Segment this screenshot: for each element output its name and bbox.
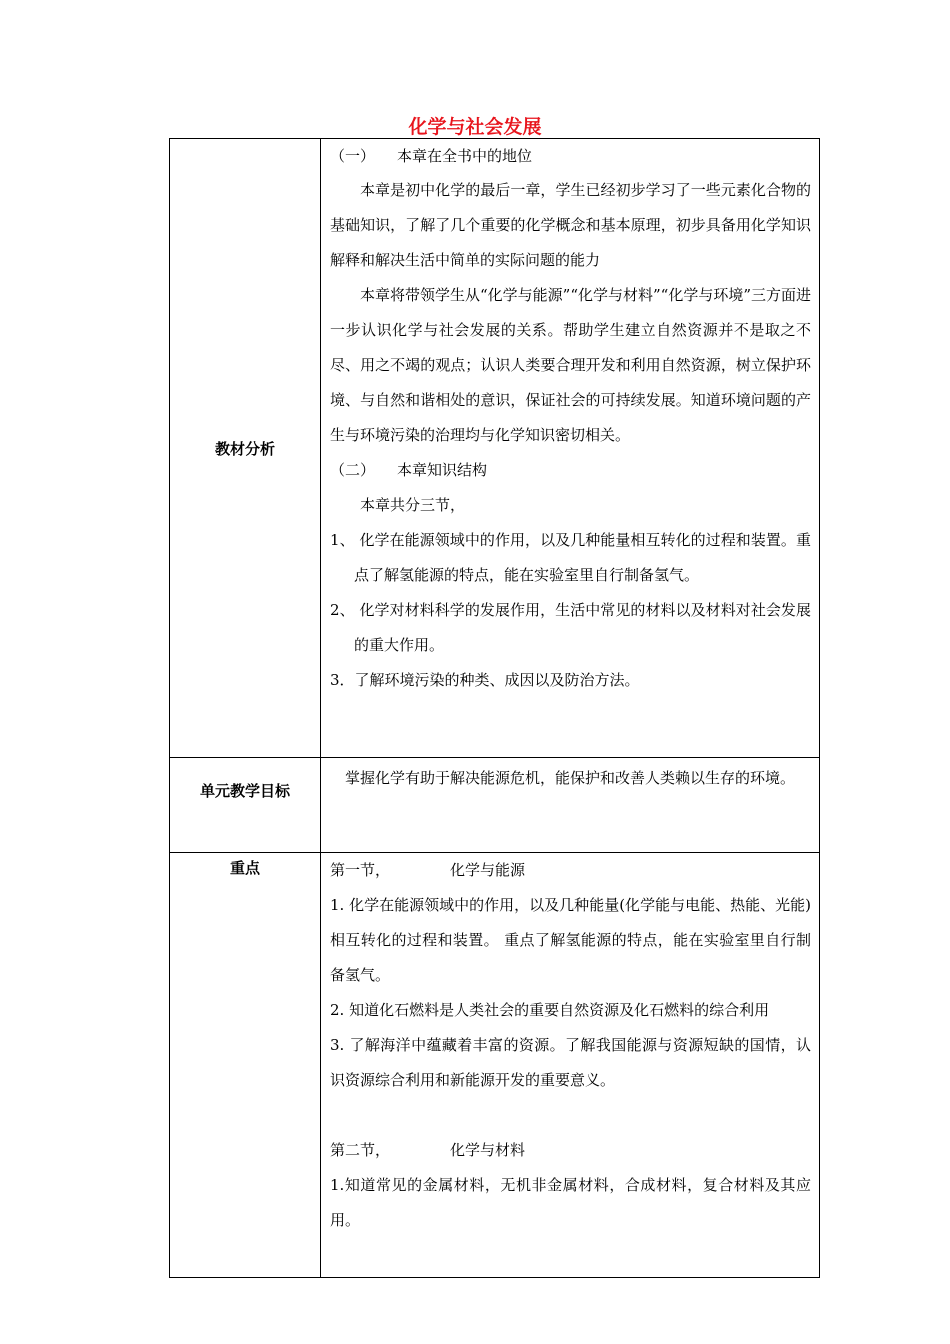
table-row	[170, 758, 820, 853]
section-title: 本章在全书中的地位	[397, 147, 533, 165]
paragraph: 本章将带领学生从“化学与能源”“化学与材料”“化学与环境”三方面进一步认识化学与社会发展的关系。帮助学生建立自然资源并不是取之不尽、用之不竭的观点；认识人类要合理开发和利用自然资源，树立保护环境、与自然和谐相处的意识，保证社会的可持续发展。知道环境问题的产生与环境污染的治理均与化学知识密切相关。	[330, 286, 812, 444]
goal-text: 掌握化学有助于解决能源危机，能保护和改善人类赖以生存的环境。	[345, 769, 796, 787]
section-heading	[321, 453, 819, 488]
structure-list	[321, 523, 819, 698]
section-heading	[321, 139, 819, 167]
section-heading	[321, 1133, 819, 1168]
table-row	[170, 139, 820, 758]
row-label-key: 重点	[170, 853, 321, 1278]
section-number: （一）	[330, 147, 376, 165]
list-item: 1、 化学在能源领域中的作用，以及几种能量相互转化的过程和装置。重点了解氢能源的特点，能在实验室里自行制备氢气。	[330, 531, 811, 584]
row-label-goal: 单元教学目标	[170, 758, 321, 853]
spacer	[321, 1098, 819, 1133]
section-number: 第一节，	[330, 861, 391, 879]
list-item: 1. 化学在能源领域中的作用，以及几种能量(化学能与电能、热能、光能)相互转化的过程和装置。 重点了解氢能源的特点，能在实验室里自行制备氢气。	[330, 896, 811, 984]
section-title: 本章知识结构	[397, 461, 488, 479]
section-number: 第二节，	[330, 1141, 391, 1159]
section-title: 化学与能源	[450, 861, 526, 879]
paragraph: 本章共分三节，	[360, 496, 466, 514]
section-title: 化学与材料	[450, 1141, 526, 1159]
list-item: 2. 知道化石燃料是人类社会的重要自然资源及化石燃料的综合利用	[330, 1001, 770, 1019]
row-label-analysis: 教材分析	[170, 139, 321, 758]
key-content	[321, 853, 820, 1278]
goal-content	[321, 758, 820, 853]
analysis-content	[321, 139, 820, 758]
list-item: 1.知道常见的金属材料，无机非金属材料，合成材料，复合材料及其应用。	[330, 1176, 811, 1229]
list-item: 3．了解环境污染的种类、成因以及防治方法。	[330, 671, 640, 689]
list-item: 3. 了解海洋中蕴藏着丰富的资源。了解我国能源与资源短缺的国情，认识资源综合利用和新能源开发的重要意义。	[330, 1036, 811, 1089]
list-item: 2、 化学对材料科学的发展作用，生活中常见的材料以及材料对社会发展的重大作用。	[330, 601, 811, 654]
page-title: 化学与社会发展	[408, 116, 542, 138]
section-heading	[321, 853, 819, 888]
lesson-plan-table	[169, 138, 820, 1278]
paragraph: 本章是初中化学的最后一章，学生已经初步学习了一些元素化合物的基础知识，了解了几个重要的化学概念和基本原理，初步具备用化学知识解释和解决生活中简单的实际问题的能力	[330, 181, 811, 269]
section-number: （二）	[330, 461, 376, 479]
table-row	[170, 853, 820, 1278]
